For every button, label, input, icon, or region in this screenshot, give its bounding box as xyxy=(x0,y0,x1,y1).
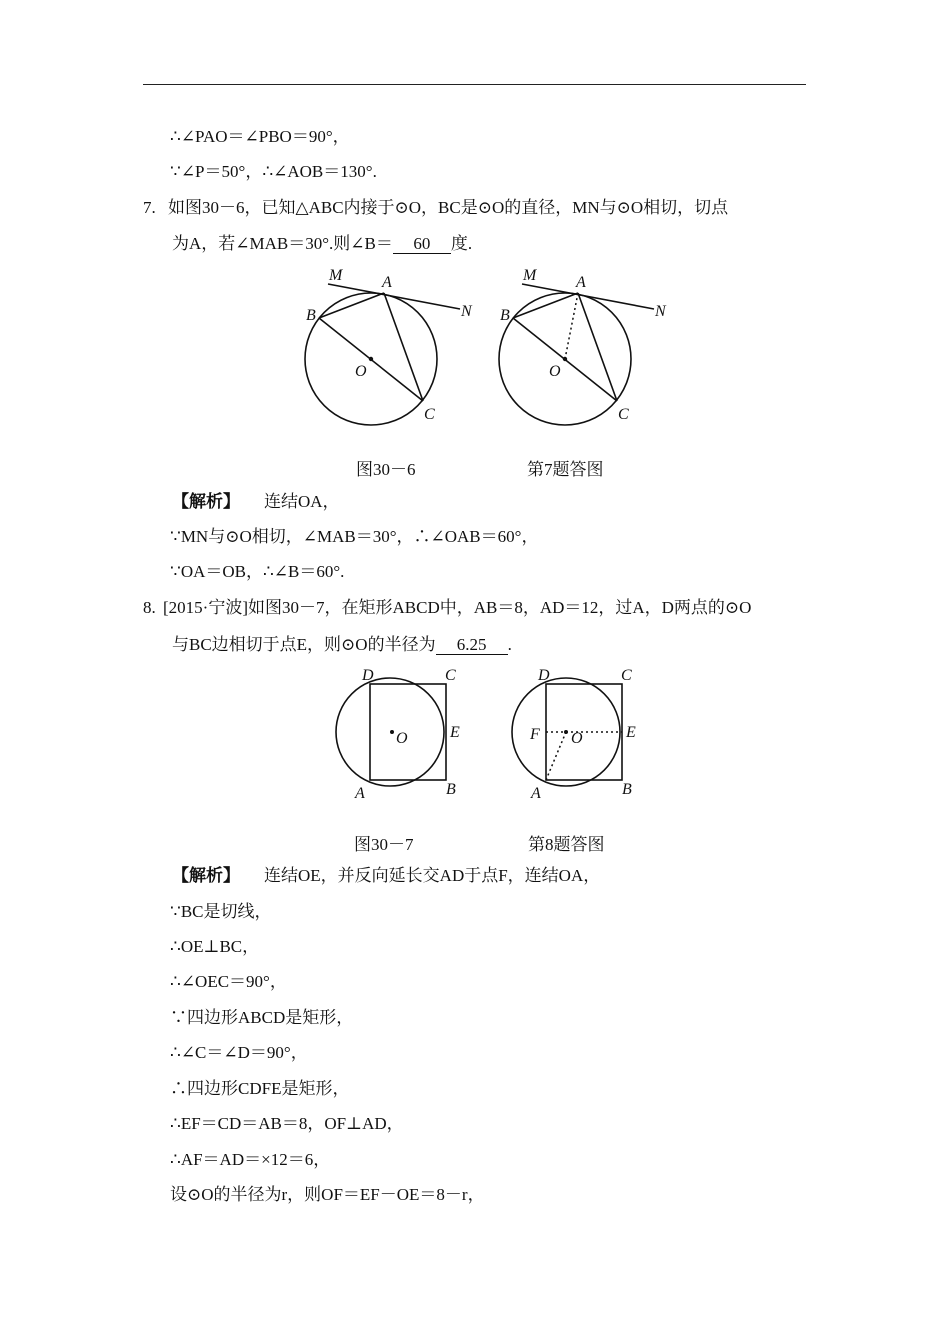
fig7-label-o: O xyxy=(355,363,367,380)
q7-text-line-1: 如图30－6，已知△ABC内接于⊙O，BC是⊙O的直径，MN与⊙O相切，切点 xyxy=(168,198,729,217)
q8-analysis-line-7: ∴四边形CDFE是矩形， xyxy=(170,1079,350,1098)
fig7-label-b: B xyxy=(306,307,316,324)
fig8-center-dot xyxy=(390,730,394,734)
q7-number: 7. xyxy=(143,198,156,217)
q8-analysis-text-1: 连结OE，并反向延长交AD于点F，连结OA， xyxy=(264,866,601,885)
fig8-label-o: O xyxy=(396,730,408,747)
ans8-label-o: O xyxy=(571,730,583,747)
q8-analysis-line-3: ∴OE⊥BC， xyxy=(170,937,260,956)
ans7-caption: 第7题答图 xyxy=(527,460,604,479)
q8-analysis-line-5: ∵四边形ABCD是矩形， xyxy=(170,1008,354,1027)
fig7-label-c: C xyxy=(424,406,435,423)
figure-30-7 xyxy=(336,667,460,802)
ans8-label-a: A xyxy=(531,785,541,802)
ans8-radius-oa xyxy=(546,732,566,780)
ans7-radius-oa xyxy=(565,293,578,359)
proof-line-2: ∵∠P＝50°，∴∠AOB＝130°. xyxy=(170,162,377,181)
q8-text-line-2 xyxy=(172,634,512,656)
ans8-caption: 第8题答图 xyxy=(528,835,605,854)
q8-analysis-line-9: ∴AF＝AD＝×12＝6， xyxy=(170,1150,331,1169)
q7-analysis-text-1: 连结OA， xyxy=(264,492,340,511)
q8-analysis-line-8: ∴EF＝CD＝AB＝8，OF⊥AD， xyxy=(170,1114,404,1133)
q8-answer: 6.25 xyxy=(436,636,508,655)
ans8-label-e: E xyxy=(626,724,636,741)
ans7-label-a: A xyxy=(576,274,586,291)
q8-analysis-line-2: ∵BC是切线， xyxy=(170,902,272,921)
q7-answer: 60 xyxy=(393,235,451,254)
fig8-label-c: C xyxy=(445,667,456,684)
figure-q7-answer xyxy=(499,267,667,425)
fig8-label-a: A xyxy=(355,785,365,802)
ans8-label-c: C xyxy=(621,667,632,684)
q8-number: 8. xyxy=(143,598,156,617)
q7-analysis-line-1 xyxy=(172,491,340,513)
ans8-label-b: B xyxy=(622,781,632,798)
fig8-label-d: D xyxy=(362,667,374,684)
ans7-label-c: C xyxy=(618,406,629,423)
ans8-label-f: F xyxy=(530,726,540,743)
figure-30-6 xyxy=(305,267,473,425)
proof-line-1: ∴∠PAO＝∠PBO＝90°， xyxy=(170,127,350,146)
q7-text-pre: 为A，若∠MAB＝30°.则∠B＝ xyxy=(172,234,393,253)
q7-analysis-tag: 【解析】 xyxy=(172,492,240,511)
q7-text-post: 度. xyxy=(450,234,473,253)
q8-text-post: . xyxy=(507,635,512,654)
fig8-label-e: E xyxy=(450,724,460,741)
ans7-label-n: N xyxy=(655,303,666,320)
q7-analysis-line-3: ∵OA＝OB，∴∠B＝60°. xyxy=(170,562,345,581)
q8-text-pre: 与BC边相切于点E，则⊙O的半径为 xyxy=(172,635,436,654)
fig8-caption: 图30－7 xyxy=(354,835,414,854)
q8-analysis-line-4: ∴∠OEC＝90°， xyxy=(170,972,287,991)
ans7-center-dot xyxy=(563,357,567,361)
ans7-label-o: O xyxy=(549,363,561,380)
fig7-label-a: A xyxy=(382,274,392,291)
fig7-label-m: M xyxy=(329,267,343,284)
ans8-center-dot xyxy=(564,730,568,734)
figure-q8-answer xyxy=(512,667,636,802)
q7-analysis-line-2: ∵MN与⊙O相切，∠MAB＝30°，∴∠OAB＝60°， xyxy=(170,527,539,546)
fig7-center-dot xyxy=(369,357,373,361)
ans7-label-m: M xyxy=(523,267,537,284)
q8-text-line-1: [2015·宁波]如图30－7，在矩形ABCD中，AB＝8，AD＝12，过A，D两点的⊙O xyxy=(163,598,752,617)
q8-analysis-tag: 【解析】 xyxy=(172,866,240,885)
ans8-label-d: D xyxy=(538,667,550,684)
q8-analysis-line-6: ∴∠C＝∠D＝90°， xyxy=(170,1043,308,1062)
fig8-rectangle xyxy=(370,684,446,780)
ans7-label-b: B xyxy=(500,307,510,324)
fig8-label-b: B xyxy=(446,781,456,798)
q8-analysis-line-10: 设⊙O的半径为r，则OF＝EF－OE＝8－r， xyxy=(170,1185,485,1204)
q8-analysis-line-1 xyxy=(172,865,600,887)
fig7-label-n: N xyxy=(461,303,472,320)
fig7-caption: 图30－6 xyxy=(356,460,416,479)
